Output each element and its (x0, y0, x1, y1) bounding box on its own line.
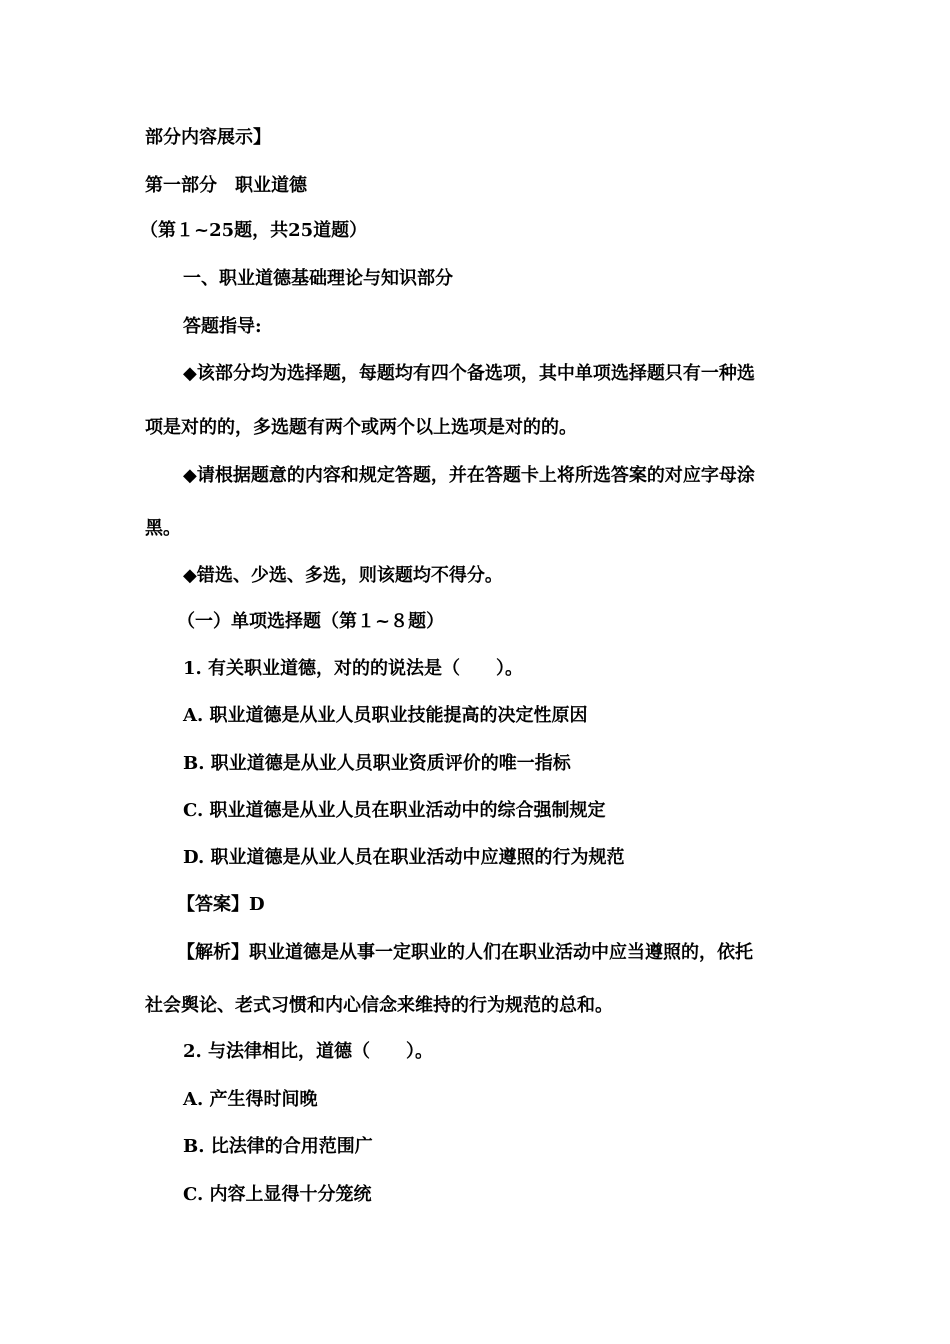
part-range: （第１~25题，共25道题） (140, 220, 368, 241)
question-1-analysis-line-2: 社会舆论、老式习惯和内心信念来维持的行为规范的总和。 (145, 995, 613, 1016)
guide-item-2-line-1: ◆请根据题意的内容和规定答题，并在答题卡上将所选答案的对应字母涂 (183, 465, 755, 486)
subsection-title: （一）单项选择题（第１~８题） (177, 611, 445, 632)
question-2-option-b: B. 比法律的合用范围广 (183, 1136, 373, 1157)
question-1-option-a: A. 职业道德是从业人员职业技能提高的决定性原因 (183, 705, 588, 726)
guide-item-3: ◆错选、少选、多选，则该题均不得分。 (183, 565, 503, 586)
part-title: 第一部分 职业道德 (145, 175, 307, 196)
question-1-answer: 【答案】D (177, 894, 265, 915)
question-2-option-a: A. 产生得时间晚 (183, 1089, 318, 1110)
question-1-analysis-line-1: 【解析】职业道德是从事一定职业的人们在职业活动中应当遵照的，依托 (177, 942, 753, 963)
guide-item-2-line-2: 黑。 (145, 518, 181, 539)
question-2-option-c: C. 内容上显得十分笼统 (183, 1184, 372, 1205)
question-2-stem: 2. 与法律相比，道德（ ）。 (183, 1041, 434, 1062)
question-1-option-d: D. 职业道德是从业人员在职业活动中应遵照的行为规范 (183, 847, 625, 868)
question-1-option-c: C. 职业道德是从业人员在职业活动中的综合强制规定 (183, 800, 606, 821)
guide-title: 答题指导: (183, 316, 262, 337)
doc-header: 部分内容展示】 (145, 127, 271, 148)
question-1-option-b: B. 职业道德是从业人员职业资质评价的唯一指标 (183, 753, 571, 774)
section-title: 一、职业道德基础理论与知识部分 (183, 268, 453, 289)
guide-item-1-line-1: ◆该部分均为选择题，每题均有四个备选项，其中单项选择题只有一种选 (183, 363, 755, 384)
question-1-stem: 1. 有关职业道德，对的的说法是（ ）。 (183, 658, 524, 679)
guide-item-1-line-2: 项是对的的，多选题有两个或两个以上选项是对的的。 (145, 417, 577, 438)
